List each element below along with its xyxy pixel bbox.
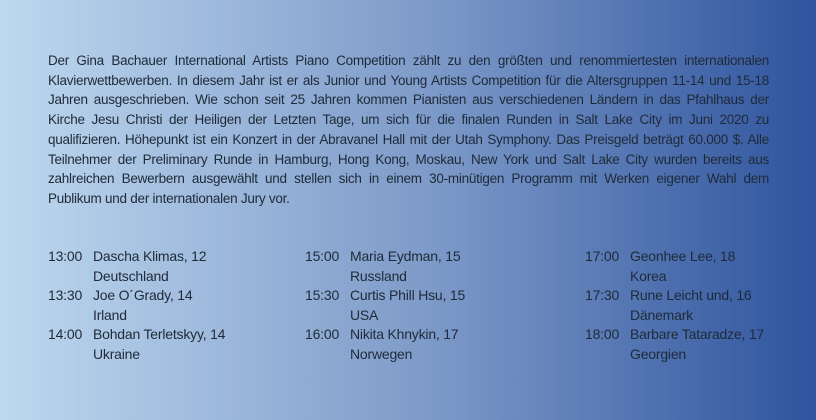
entry-name: Barbare Tataradze, 17 <box>630 326 765 342</box>
entry-time: 15:00 <box>305 248 340 264</box>
entry-name: Dascha Klimas, 12 <box>93 248 207 264</box>
entry-country: USA <box>350 306 379 323</box>
schedule-entry <box>48 247 225 286</box>
schedule-entry <box>305 325 465 364</box>
schedule-entry <box>585 247 764 286</box>
entry-name: Rune Leicht und, 16 <box>630 287 752 303</box>
entry-name: Joe O´Grady, 14 <box>93 287 193 303</box>
entry-country: Russland <box>350 267 407 284</box>
entry-time: 15:30 <box>305 287 340 303</box>
entry-time: 13:30 <box>48 287 83 303</box>
schedule-entry <box>48 286 225 325</box>
schedule-entry <box>48 325 225 364</box>
entry-time: 14:00 <box>48 326 83 342</box>
entry-country: Irland <box>93 306 127 323</box>
entry-country: Deutschland <box>93 267 169 284</box>
intro-paragraph: Der Gina Bachauer International Artists Piano Competition zählt zu den größten und renommiertesten internationalen Klavierwettbewerben. In diesem Jahr ist er als Junior und Young Artists Competition für die Altersgruppen 11-14 und 15-18 Jahren ausgeschrieben. Wie schon seit 25 Jahren kommen Pianisten aus verschiedenen Ländern in das Pfahlhaus der Kirche Jesu Christi der Heiligen der Letzten Tage, um sich für die finalen Runden in Salt Lake City im Juni 2020 zu qualifizieren. Höhepunkt ist ein Konzert in der Abravanel Hall mit der Utah Symphony. Das Preisgeld beträgt 60.000 $. Alle Teilnehmer der Preliminary Runde in Hamburg, Hong Kong, Moskau, New York und Salt Lake City wurden bereits aus zahlreichen Bewerbern ausgewählt und stellen sich in einem 30-minütigen Programm mit Werken eigener Wahl dem Publikum und der internationalen Jury vor. <box>48 53 769 206</box>
entry-country: Norwegen <box>350 345 413 362</box>
schedule-entry <box>585 286 764 325</box>
schedule-column-3 <box>585 247 764 364</box>
entry-time: 16:00 <box>305 326 340 342</box>
entry-country: Ukraine <box>93 345 140 362</box>
entry-name: Geonhee Lee, 18 <box>630 248 736 264</box>
entry-country: Dänemark <box>630 306 693 323</box>
entry-country: Georgien <box>630 345 686 362</box>
entry-name: Nikita Khnykin, 17 <box>350 326 459 342</box>
entry-time: 17:30 <box>585 287 620 303</box>
entry-country: Korea <box>630 267 667 284</box>
schedule <box>48 247 788 397</box>
schedule-column-1 <box>48 247 225 364</box>
schedule-entry <box>305 247 465 286</box>
entry-time: 17:00 <box>585 248 620 264</box>
entry-name: Bohdan Terletskyy, 14 <box>93 326 226 342</box>
entry-time: 18:00 <box>585 326 620 342</box>
schedule-entry <box>585 325 764 364</box>
entry-name: Maria Eydman, 15 <box>350 248 461 264</box>
schedule-entry <box>305 286 465 325</box>
entry-name: Curtis Phill Hsu, 15 <box>350 287 466 303</box>
schedule-column-2 <box>305 247 465 364</box>
entry-time: 13:00 <box>48 248 83 264</box>
